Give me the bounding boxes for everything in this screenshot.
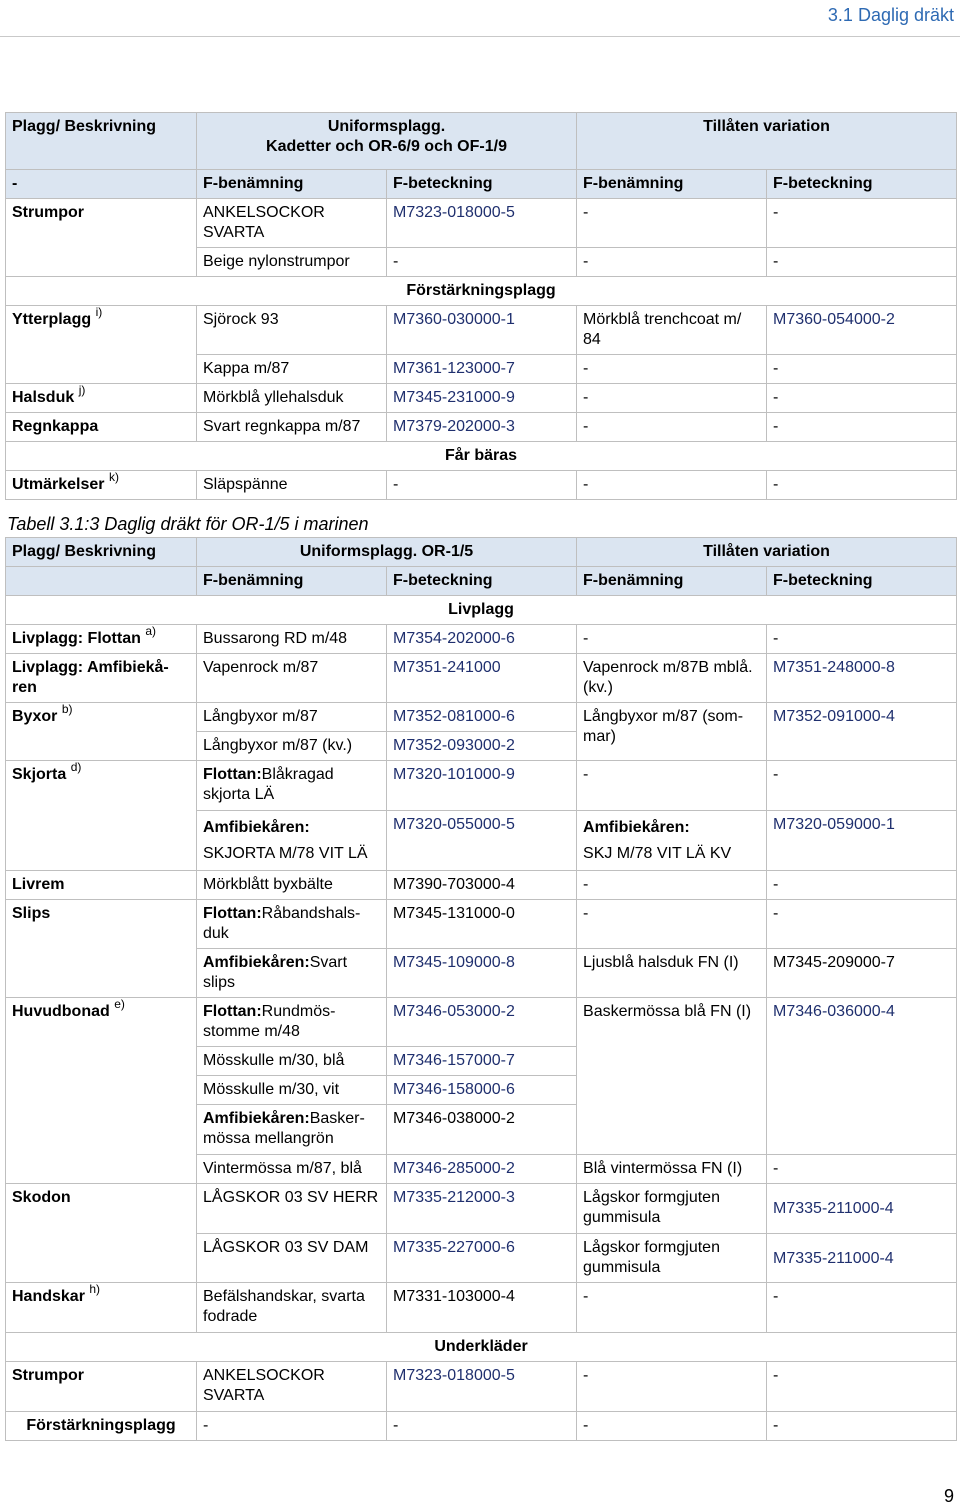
- table-row: [6, 306, 957, 355]
- cell-name: Vintermössa m/87, blå: [197, 1155, 387, 1184]
- cell-code: M7352-081000-6: [387, 703, 577, 732]
- section-heading: Får bäras: [6, 442, 957, 471]
- section-row: [6, 442, 957, 471]
- cell-code: M7346-285000-2: [387, 1155, 577, 1184]
- cell-code: M7346-038000-2: [387, 1105, 577, 1155]
- cell-vname: Lågskor formgjuten gummisula: [577, 1234, 767, 1283]
- col-header-uniform: Uniformsplagg. Kadetter och OR-6/9 och OF-1/9: [197, 113, 577, 170]
- table-row: [6, 1184, 957, 1234]
- cell-vname: Vapenrock m/87B mblå. (kv.): [577, 654, 767, 703]
- row-label: Halsduk $^{j)}$: [6, 384, 197, 413]
- cell-code: M7335-227000-6: [387, 1234, 577, 1283]
- subheader-fcode: F-beteckning: [387, 567, 577, 596]
- row-label: Byxor $^{b)}$: [6, 703, 197, 761]
- section-row: [6, 596, 957, 625]
- cell-vcode: -: [767, 471, 957, 500]
- cell-vcode: -: [767, 871, 957, 900]
- section-row: [6, 1333, 957, 1362]
- row-label: Förstärkningsplagg: [6, 1412, 197, 1441]
- subheader-vcode: F-beteckning: [767, 567, 957, 596]
- cell-name: Flottan:Råbandshals-duk: [197, 900, 387, 949]
- cell-vname: -: [577, 625, 767, 654]
- cell-code: -: [387, 471, 577, 500]
- row-label: Handskar $^{h)}$: [6, 1283, 197, 1333]
- cell-vcode: M7320-059000-1: [767, 811, 957, 871]
- row-label: Livrem: [6, 871, 197, 900]
- cell-code: M7345-131000-0: [387, 900, 577, 949]
- cell-vname: Mörkblå trenchcoat m/ 84: [577, 306, 767, 355]
- cell-name: ANKELSOCKOR SVARTA: [197, 1362, 387, 1412]
- table-row: [6, 703, 957, 732]
- row-label: Skodon: [6, 1184, 197, 1283]
- table-subheader-row: [6, 567, 957, 596]
- cell-name: Mösskulle m/30, blå: [197, 1047, 387, 1076]
- cell-vcode: M7335-211000-4: [767, 1184, 957, 1234]
- cell-vname: Lågskor formgjuten gummisula: [577, 1184, 767, 1234]
- section-heading: Förstärkningsplagg: [6, 277, 957, 306]
- cell-vname: -: [577, 413, 767, 442]
- col-header-variation: Tillåten variation: [577, 538, 957, 567]
- table-row: [6, 625, 957, 654]
- cell-name: Amfibiekåren:Basker-mössa mellangrön: [197, 1105, 387, 1155]
- cell-vcode: M7345-209000-7: [767, 949, 957, 998]
- cell-name: Bussarong RD m/48: [197, 625, 387, 654]
- table-row: [6, 384, 957, 413]
- cell-vcode: -: [767, 625, 957, 654]
- cell-vcode: -: [767, 1155, 957, 1184]
- cell-vcode: -: [767, 355, 957, 384]
- cell-vcode: M7346-036000-4: [767, 998, 957, 1155]
- section-row: [6, 277, 957, 306]
- cell-vname: -: [577, 355, 767, 384]
- table-header-row: [6, 538, 957, 567]
- cell-vname: -: [577, 761, 767, 811]
- table-row: [6, 654, 957, 703]
- cell-vcode: -: [767, 761, 957, 811]
- table-uniform-cadets: [5, 112, 957, 500]
- col-header-variation: Tillåten variation: [577, 113, 957, 170]
- cell-code: M7346-157000-7: [387, 1047, 577, 1076]
- cell-name: Kappa m/87: [197, 355, 387, 384]
- cell-name: Långbyxor m/87: [197, 703, 387, 732]
- cell-name: Amfibiekåren: SKJORTA M/78 VIT LÄ: [197, 811, 387, 871]
- cell-vname: Ljusblå halsduk FN (I): [577, 949, 767, 998]
- table-header-row: [6, 113, 957, 170]
- cell-code: M7354-202000-6: [387, 625, 577, 654]
- cell-vcode: -: [767, 248, 957, 277]
- subheader-fcode: F-beteckning: [387, 170, 577, 199]
- cell-code: M7379-202000-3: [387, 413, 577, 442]
- row-label: Regnkappa: [6, 413, 197, 442]
- cell-name: LÅGSKOR 03 SV HERR: [197, 1184, 387, 1234]
- cell-code: M7352-093000-2: [387, 732, 577, 761]
- cell-vcode: -: [767, 1283, 957, 1333]
- cell-vname: Långbyxor m/87 (som-mar): [577, 703, 767, 761]
- row-label: Ytterplagg $^{i)}$: [6, 306, 197, 384]
- cell-code: M7323-018000-5: [387, 199, 577, 248]
- row-label: Strumpor: [6, 199, 197, 277]
- table-row: [6, 413, 957, 442]
- cell-code: M7390-703000-4: [387, 871, 577, 900]
- cell-vcode: M7351-248000-8: [767, 654, 957, 703]
- subheader-dash: -: [6, 170, 197, 199]
- row-label: Huvudbonad $^{e)}$: [6, 998, 197, 1184]
- col-header-garment: Plagg/ Beskrivning: [6, 538, 197, 567]
- cell-name: Amfibiekåren:Svart slips: [197, 949, 387, 998]
- cell-code: M7335-212000-3: [387, 1184, 577, 1234]
- table-row: [6, 871, 957, 900]
- cell-code: M7360-030000-1: [387, 306, 577, 355]
- cell-name: Svart regnkappa m/87: [197, 413, 387, 442]
- cell-code: -: [387, 248, 577, 277]
- page-number: 9: [943, 1486, 954, 1506]
- cell-name: Mösskulle m/30, vit: [197, 1076, 387, 1105]
- cell-name: Flottan:Rundmös-stomme m/48: [197, 998, 387, 1047]
- cell-name: Flottan:Blåkragad skjorta LÄ: [197, 761, 387, 811]
- cell-vname: Amfibiekåren: SKJ M/78 VIT LÄ KV: [577, 811, 767, 871]
- subheader-fname: F-benämning: [197, 170, 387, 199]
- cell-vcode: M7352-091000-4: [767, 703, 957, 761]
- section-heading: Livplagg: [6, 596, 957, 625]
- cell-code: M7351-241000: [387, 654, 577, 703]
- cell-code: -: [387, 1412, 577, 1441]
- row-label: Skjorta $^{d)}$: [6, 761, 197, 871]
- table-row: [6, 761, 957, 811]
- cell-vcode: M7335-211000-4: [767, 1234, 957, 1283]
- running-header: 3.1 Daglig dräkt: [827, 5, 954, 25]
- col-header-uniform: Uniformsplagg. OR-1/5: [197, 538, 577, 567]
- cell-name: Mörkblått byxbälte: [197, 871, 387, 900]
- cell-code: M7361-123000-7: [387, 355, 577, 384]
- table-subheader-row: [6, 170, 957, 199]
- cell-vname: -: [577, 1412, 767, 1441]
- row-label: Utmärkelser $^{k)}$: [6, 471, 197, 500]
- table-caption: Tabell 3.1:3 Daglig dräkt för OR-1/5 i marinen: [7, 514, 369, 534]
- cell-name: Beige nylonstrumpor: [197, 248, 387, 277]
- table-row: [6, 1283, 957, 1333]
- cell-vname: -: [577, 871, 767, 900]
- row-label: Livplagg: Amfibiekå-ren: [6, 654, 197, 703]
- cell-vcode: -: [767, 413, 957, 442]
- cell-code: M7320-055000-5: [387, 811, 577, 871]
- cell-name: Mörkblå yllehalsduk: [197, 384, 387, 413]
- row-label: Strumpor: [6, 1362, 197, 1412]
- cell-name: Vapenrock m/87: [197, 654, 387, 703]
- table-uniform-or15: [5, 537, 957, 1441]
- cell-vcode: -: [767, 199, 957, 248]
- table-row: [6, 1362, 957, 1412]
- cell-name: LÅGSKOR 03 SV DAM: [197, 1234, 387, 1283]
- table-row: [6, 998, 957, 1047]
- cell-name: Befälshandskar, svarta fodrade: [197, 1283, 387, 1333]
- cell-name: Släpspänne: [197, 471, 387, 500]
- cell-name: -: [197, 1412, 387, 1441]
- section-heading: Underkläder: [6, 1333, 957, 1362]
- cell-vname: -: [577, 1362, 767, 1412]
- cell-vcode: -: [767, 900, 957, 949]
- cell-vname: Baskermössa blå FN (I): [577, 998, 767, 1155]
- cell-code: M7323-018000-5: [387, 1362, 577, 1412]
- cell-vname: -: [577, 900, 767, 949]
- cell-code: M7346-053000-2: [387, 998, 577, 1047]
- header-rule: [0, 36, 960, 37]
- subheader-vcode: F-beteckning: [767, 170, 957, 199]
- cell-vcode: -: [767, 384, 957, 413]
- cell-code: M7346-158000-6: [387, 1076, 577, 1105]
- cell-vcode: -: [767, 1362, 957, 1412]
- cell-vname: -: [577, 1283, 767, 1333]
- cell-vname: -: [577, 471, 767, 500]
- cell-vname: -: [577, 248, 767, 277]
- cell-vname: -: [577, 384, 767, 413]
- cell-vname: -: [577, 199, 767, 248]
- table-row: [6, 471, 957, 500]
- col-header-garment: Plagg/ Beskrivning: [6, 113, 197, 170]
- row-label: Slips: [6, 900, 197, 998]
- row-label: Livplagg: Flottan $^{a)}$: [6, 625, 197, 654]
- subheader-vname: F-benämning: [577, 170, 767, 199]
- subheader-fname: F-benämning: [197, 567, 387, 596]
- cell-name: Långbyxor m/87 (kv.): [197, 732, 387, 761]
- cell-name: Sjörock 93: [197, 306, 387, 355]
- cell-vname: Blå vintermössa FN (I): [577, 1155, 767, 1184]
- cell-code: M7345-109000-8: [387, 949, 577, 998]
- cell-code: M7320-101000-9: [387, 761, 577, 811]
- cell-code: M7345-231000-9: [387, 384, 577, 413]
- cell-vcode: M7360-054000-2: [767, 306, 957, 355]
- subheader-vname: F-benämning: [577, 567, 767, 596]
- cell-name: ANKELSOCKOR SVARTA: [197, 199, 387, 248]
- cell-vcode: -: [767, 1412, 957, 1441]
- cell-code: M7331-103000-4: [387, 1283, 577, 1333]
- table-row: [6, 900, 957, 949]
- table-row: [6, 199, 957, 248]
- table-row: [6, 1412, 957, 1441]
- subheader-empty: [6, 567, 197, 596]
